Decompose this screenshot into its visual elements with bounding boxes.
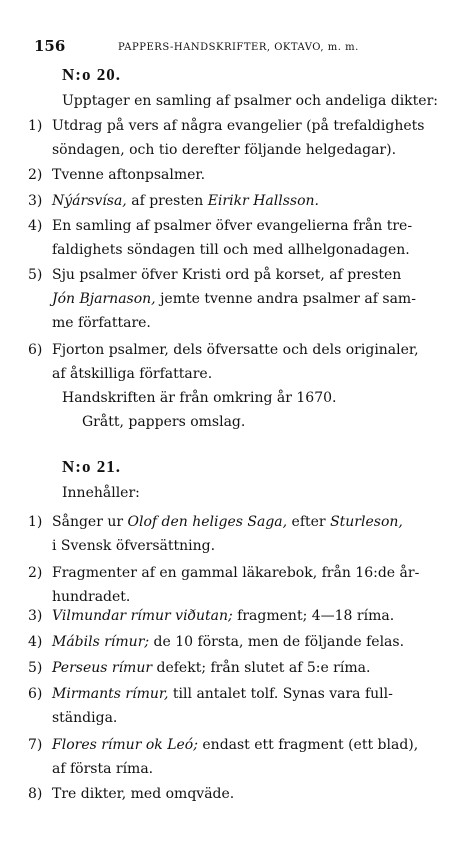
section-heading-21: N:o 21. — [62, 457, 121, 476]
item-number: 5) — [28, 267, 43, 283]
author-name: Jón Bjarnason, — [52, 291, 156, 307]
work-title: Nýársvísa, — [52, 193, 127, 209]
item-text-line: af åtskilliga författare. — [52, 366, 213, 382]
item-number: 2) — [28, 565, 43, 581]
item-text-line: Tvenne aftonpsalmer. — [52, 167, 206, 183]
item-text-line: faldighets söndagen till och med allhelgonadagen. — [52, 242, 410, 258]
item-text-line: En samling af psalmer öfver evangelierna från tre- — [52, 218, 413, 234]
item-number: 4) — [28, 218, 43, 234]
item-text-line: af första ríma. — [52, 761, 154, 777]
author-name: Eirikr Hallsson. — [207, 193, 319, 209]
item-text-line: Sju psalmer öfver Kristi ord på korset, af presten — [52, 267, 402, 283]
page-header — [34, 34, 464, 54]
item-text-line: i Svensk öfversättning. — [52, 538, 216, 554]
item-number: 7) — [28, 737, 43, 753]
work-title: Perseus rímur — [52, 660, 153, 676]
work-title: Olof den heliges Saga, — [127, 514, 288, 530]
item-text-line: Utdrag på vers af några evangelier (på trefaldighets — [52, 118, 425, 134]
section-20-intro: Upptager en samling af psalmer och andeliga dikter: — [62, 93, 438, 109]
item-text-line: me författare. — [52, 315, 151, 331]
author-name: Sturleson, — [330, 514, 403, 530]
item-text-line: ständiga. — [52, 710, 118, 726]
section-21-intro: Innehåller: — [62, 485, 140, 501]
section-20-note-date: Handskriften är från omkring år 1670. — [62, 390, 337, 406]
item-number: 6) — [28, 342, 43, 358]
work-title: Mábils rímur; — [52, 634, 150, 650]
item-number: 6) — [28, 686, 43, 702]
item-text-line: Fragmenter af en gammal läkarebok, från 16:de år- — [52, 565, 420, 581]
item-number: 2) — [28, 167, 43, 183]
item-text-line: Tre dikter, med omqväde. — [52, 786, 235, 802]
item-number: 1) — [28, 118, 43, 134]
item-number: 3) — [28, 608, 43, 624]
item-text-line: söndagen, och tio derefter följande helgedagar). — [52, 142, 397, 158]
book-page: 156 PAPPERS-HANDSKRIFTER, OKTAVO, m. m. N:o 20. Upptager en samling af psalmer och andeliga dikter: 1) Utdrag på vers af några evangelier (på trefaldighets söndagen, och tio derefter följande helgedagar). 2) Tvenne aftonpsalmer. 3) Nýársvísa, af presten Eirikr Hallsson. 4) En samling af psalmer öfver evangelierna från tre- faldighets söndagen till och med allhelgonadagen. 5) Sju psalmer öfver Kristi ord på korset, af presten Jón Bjarnason, jemte tvenne andra psalmer af sam- me författare. 6) Fjorton psalmer, dels öfversatte och dels originaler, af åtskilliga författare. Handskriften är från omkring år 1670. Grått, pappers omslag. N:o 21. Innehåller: 1) Sånger ur Olof den heliges Saga, efter Sturleson, i Svensk öfversättning. 2) Fragmenter af en gammal läkarebok, från 16:de år- hundradet. 3) Vilmundar rímur viðutan; fragment; 4—18 ríma. 4) Mábils rímur; de 10 första, men de följande felas. 5) Perseus rímur defekt; från slutet af 5:e ríma. 6) Mirmants rímur, till antalet tolf. Synas vara full- ständiga. 7) Flores rímur ok Leó; endast ett fragment (ett blad), af första ríma. 8) Tre dikter, med omqväde. — [0, 0, 472, 858]
item-text-line: Fjorton psalmer, dels öfversatte och dels originaler, — [52, 342, 419, 358]
item-number: 3) — [28, 193, 43, 209]
work-title: Mirmants rímur, — [52, 686, 169, 702]
item-number: 8) — [28, 786, 43, 802]
item-number: 5) — [28, 660, 43, 676]
page-number: 156 — [34, 37, 66, 55]
running-title: PAPPERS-HANDSKRIFTER, OKTAVO, m. m. — [118, 42, 359, 53]
item-number: 1) — [28, 514, 43, 530]
work-title: Flores rímur ok Leó; — [52, 737, 198, 753]
work-title: Vilmundar rímur viðutan; — [52, 608, 233, 624]
item-text-line: hundradet. — [52, 589, 131, 605]
section-20-note-binding: Grått, pappers omslag. — [82, 414, 246, 430]
item-number: 4) — [28, 634, 43, 650]
section-heading-20: N:o 20. — [62, 65, 121, 84]
